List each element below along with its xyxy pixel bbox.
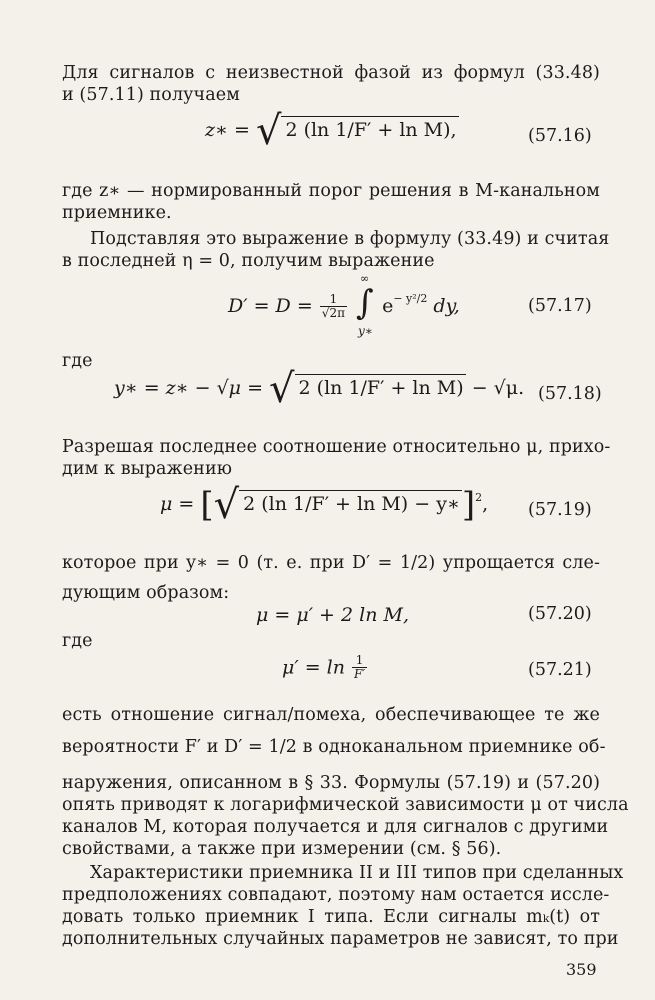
eq-lhs: μ = — [160, 493, 195, 515]
right-bracket: ] — [461, 485, 476, 525]
text-line: Для сигналов с неизвестной фазой из формул (33.48) — [62, 63, 600, 83]
eq-lhs: D′ = D = — [228, 295, 313, 317]
integral-lower-limit: y∗ — [358, 324, 373, 338]
text-line: дим к выражению — [62, 459, 233, 479]
equation-57-17 — [228, 272, 468, 346]
text-line: и (57.11) получаем — [62, 85, 240, 105]
eq-exponent: − y²/2 — [393, 292, 428, 305]
eq-lhs: y∗ = z∗ − √μ = — [114, 377, 263, 399]
equation-57-18 — [114, 366, 525, 412]
radical-sign: √ — [213, 482, 240, 528]
eq-coefficient: $\frac{1}{√2\pi}$ — [321, 291, 345, 320]
left-bracket: [ — [200, 485, 214, 525]
text-line: Подставляя это выражение в формулу (33.49) и считая — [90, 229, 610, 249]
integral-upper-limit: ∞ — [360, 272, 370, 285]
text-line: где z∗ — нормированный порог решения в M-канальном — [62, 181, 600, 201]
page-number: 359 — [566, 960, 597, 979]
eq-power: 2 — [475, 491, 483, 504]
eq-integrand: e — [382, 295, 394, 317]
integral-sign: ∫ — [356, 283, 374, 323]
text-line: опять приводят к логарифмической зависимости μ от числа — [62, 795, 629, 815]
text-line: которое при y∗ = 0 (т. е. при D′ = 1/2) упрощается сле- — [62, 553, 600, 573]
text-line: где — [62, 351, 93, 371]
eq-fraction: $\frac{1}{F'}$ — [354, 653, 366, 681]
equation-57-20: μ = μ′ + 2 ln M, — [256, 604, 409, 626]
text-line: в последней η = 0, получим выражение — [62, 251, 435, 271]
text-line: свойствами, а также при измерении (см. § 56). — [62, 839, 502, 859]
text-line: Характеристики приемника II и III типов при сделанных — [90, 863, 624, 883]
text-line: дующим образом: — [62, 583, 230, 603]
eq-radicand: 2 (ln 1/F′ + ln M) — [295, 374, 466, 399]
equation-57-16 — [205, 108, 459, 154]
eq-tail: − √μ. — [471, 377, 525, 399]
equation-number: (57.17) — [528, 296, 592, 316]
radical-sign: √ — [255, 108, 282, 154]
equation-number: (57.19) — [528, 500, 592, 520]
equation-number: (57.18) — [538, 384, 602, 404]
text-line: наружения, описанном в § 33. Формулы (57.19) и (57.20) — [62, 773, 600, 793]
eq-radicand: 2 (ln 1/F′ + ln M), — [281, 116, 458, 141]
eq-lhs: z∗ = — [205, 119, 250, 141]
text-line: есть отношение сигнал/помеха, обеспечивающее те же — [62, 705, 600, 725]
text-line: вероятности F′ и D′ = 1/2 в одноканальном приемнике об- — [62, 737, 606, 757]
eq-lhs: μ′ = ln — [282, 656, 345, 679]
equation-number: (57.20) — [528, 604, 592, 624]
eq-differential: dy, — [433, 295, 460, 317]
text-line: довать только приемник I типа. Если сигналы mₖ(t) от — [62, 907, 600, 927]
eq-radicand: 2 (ln 1/F′ + ln M) − y∗ — [239, 490, 462, 515]
text-line: каналов M, которая получается и для сигналов с другими — [62, 817, 609, 837]
text-line: предположениях совпадают, поэтому нам остается иссле- — [62, 885, 610, 905]
equation-number: (57.21) — [528, 660, 592, 680]
text-line: приемнике. — [62, 203, 172, 223]
text-line: дополнительных случайных параметров не зависят, то при — [62, 929, 619, 949]
equation-57-19: μ = [√ 2 (ln 1/F′ + ln M) − y∗]$^2$, — [160, 482, 489, 528]
text-line: Разрешая последнее соотношение относительно μ, прихо- — [62, 437, 611, 457]
integral — [354, 272, 376, 338]
radical-sign: √ — [269, 366, 295, 412]
equation-number: (57.16) — [528, 126, 592, 146]
text-line: где — [62, 631, 93, 651]
equation-57-21 — [282, 654, 368, 681]
